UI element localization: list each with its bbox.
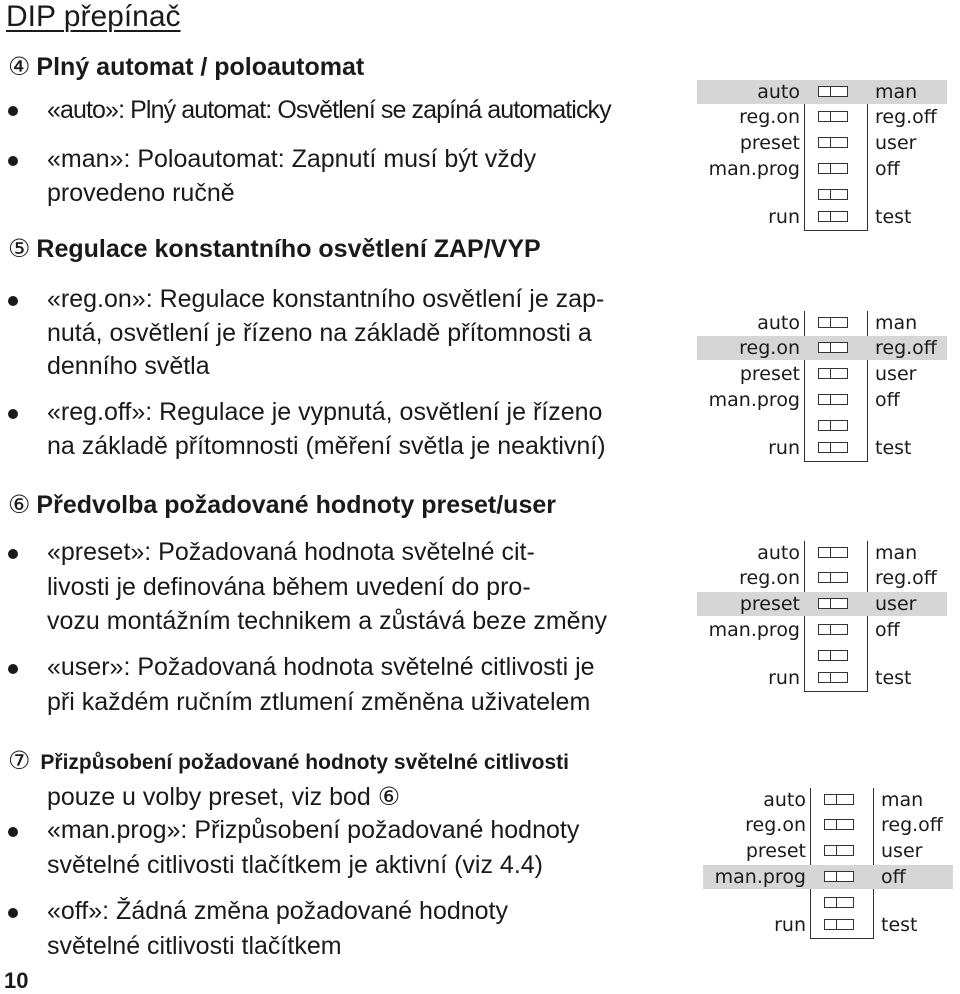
dip-switch-toggle [818,342,848,353]
section-5-line-4: «reg.off»: Regulace je vypnutá, osvětlení je řízeno [47,398,603,426]
dip-switch-row [697,80,947,104]
section-4-number: ④ [8,53,31,81]
dip-switch-knob [819,395,831,404]
dip-switch-row [697,644,947,668]
dip-right-label: reg.off [875,106,937,128]
dip-switch-row [703,839,953,863]
section-7-title: Přizpůsobení požadované hodnoty světelné citlivosti [40,751,570,774]
dip-right-label: man [881,789,924,811]
dip-switch-row [697,541,947,565]
dip-switch-row [703,788,953,812]
dip-left-label: auto [757,312,800,334]
dip-switch-knob [825,920,837,929]
dip-switch-row [703,891,953,915]
dip-switch-row [703,913,953,937]
dip-switch-toggle [824,919,854,930]
section-7-number: ⑦ [8,747,31,775]
section-4-title: Plný automat / poloautomat [36,53,365,81]
dip-left-label: preset [739,363,800,385]
dip-left-label: preset [745,840,806,862]
dip-switch-knob [819,573,831,582]
dip-switch-toggle [818,137,848,148]
section-5-line-3: denního světla [47,352,210,380]
dip-switch-knob [819,318,831,327]
section-6-line-2: livosti je definována během uvedení do pro- [47,573,531,601]
dip-left-label: run [768,206,800,228]
dip-switch-toggle [818,547,848,558]
dip-right-label: user [881,840,923,862]
section-5-heading [8,234,541,264]
dip-switch-toggle [818,211,848,222]
dip-switch-knob [825,820,837,829]
section-5-number: ⑤ [8,235,31,263]
dip-left-label: man.prog [714,866,806,888]
dip-right-label: off [881,866,906,888]
dip-switch-knob [819,87,831,96]
dip-right-label: reg.off [875,567,937,589]
section-5-title: Regulace konstantního osvětlení ZAP/VYP [36,235,541,263]
dip-switch-knob [819,112,831,121]
dip-switch-knob [825,872,837,881]
dip-switch-toggle [818,86,848,97]
dip-switch-row [697,131,947,155]
dip-switch-knob [819,138,831,147]
dip-right-label: off [875,389,900,411]
dip-right-label: off [875,619,900,641]
dip-switch-knob [825,795,837,804]
section-7-line-2: «man.prog»: Přizpůsobení požadované hodnoty [47,816,580,844]
section-7-line-1: pouze u volby preset, viz bod ⑥ [47,783,401,811]
dip-switch-toggle [818,420,848,431]
dip-switch-row [697,388,947,412]
dip-switch-knob [819,421,831,430]
dip-switch-knob [819,625,831,634]
dip-switch-diagram-1 [697,80,947,230]
dip-switch-row [697,336,947,360]
dip-switch-knob [819,190,831,199]
dip-switch-knob [819,343,831,352]
bullet-icon [8,409,18,419]
dip-switch-toggle [818,624,848,635]
dip-right-label: reg.off [881,814,943,836]
page-number: 10 [4,968,29,993]
dip-switch-toggle [818,598,848,609]
dip-right-label: user [875,593,917,615]
dip-switch-row [697,666,947,690]
dip-switch-knob [819,212,831,221]
dip-right-label: user [875,132,917,154]
dip-switch-knob [819,673,831,682]
dip-switch-knob [819,548,831,557]
section-4-line-2: «man»: Poloautomat: Zapnutí musí být vždy [47,145,537,173]
dip-switch-toggle [818,317,848,328]
dip-left-label: preset [739,593,800,615]
dip-left-label: run [774,914,806,936]
dip-switch-knob [825,898,837,907]
dip-switch-toggle [818,189,848,200]
section-6-number: ⑥ [8,491,31,519]
bullet-icon [8,106,18,116]
dip-left-label: preset [739,132,800,154]
dip-switch-toggle [818,650,848,661]
bullet-icon [8,549,18,559]
dip-right-label: man [875,81,918,103]
dip-switch-toggle [818,442,848,453]
dip-switch-toggle [818,672,848,683]
dip-switch-row [697,311,947,335]
dip-left-label: man.prog [708,619,800,641]
section-6-title: Předvolba požadované hodnoty preset/user [36,491,556,519]
dip-right-label: off [875,158,900,180]
dip-switch-diagram-4 [703,788,953,938]
section-4-heading [8,52,364,82]
dip-switch-toggle [818,111,848,122]
section-6-line-1: «preset»: Požadovaná hodnota světelné cit- [47,538,535,566]
dip-switch-row [697,362,947,386]
dip-left-label: run [768,437,800,459]
section-7-line-5: světelné citlivosti tlačítkem [47,932,342,960]
dip-left-label: reg.on [739,106,800,128]
dip-switch-row [697,183,947,207]
dip-switch-row [697,618,947,642]
dip-switch-knob [819,443,831,452]
dip-switch-toggle [824,871,854,882]
dip-switch-toggle [818,572,848,583]
bullet-icon [8,296,18,306]
dip-left-label: reg.on [739,337,800,359]
dip-switch-row [697,205,947,229]
bullet-icon [8,156,18,166]
dip-left-label: reg.on [739,567,800,589]
section-7-line-4: «off»: Žádná změna požadované hodnoty [47,897,508,925]
section-6-line-5: při každém ručním ztlumení změněna uživatelem [47,688,591,716]
dip-switch-diagram-2 [697,311,947,461]
dip-switch-row [697,592,947,616]
dip-switch-knob [819,651,831,660]
section-6-line-4: «user»: Požadovaná hodnota světelné citlivosti je [47,653,595,681]
dip-switch-row [703,813,953,837]
dip-switch-toggle [824,794,854,805]
dip-switch-knob [819,164,831,173]
dip-right-label: man [875,312,918,334]
dip-switch-toggle [818,394,848,405]
dip-left-label: man.prog [708,158,800,180]
dip-left-label: auto [757,81,800,103]
dip-left-label: auto [763,789,806,811]
dip-switch-knob [819,599,831,608]
section-5-line-5: na základě přítomnosti (měření světla je neaktivní) [47,432,606,460]
dip-right-label: test [881,914,918,936]
dip-switch-row [697,157,947,181]
dip-switch-row [703,865,953,889]
section-6-heading [8,490,556,520]
dip-switch-row [697,436,947,460]
dip-switch-toggle [824,845,854,856]
dip-right-label: reg.off [875,337,937,359]
dip-left-label: man.prog [708,389,800,411]
dip-switch-knob [825,846,837,855]
section-4-line-3: provedeno ručně [47,179,235,207]
bullet-icon [8,664,18,674]
dip-right-label: test [875,667,912,689]
dip-switch-knob [819,369,831,378]
dip-right-label: user [875,363,917,385]
dip-switch-diagram-3 [697,541,947,691]
bullet-icon [8,908,18,918]
dip-left-label: auto [757,542,800,564]
dip-right-label: man [875,542,918,564]
dip-right-label: test [875,437,912,459]
dip-right-label: test [875,206,912,228]
section-7-line-3: světelné citlivosti tlačítkem je aktivní (viz 4.4) [47,851,543,879]
dip-switch-toggle [818,163,848,174]
section-7-heading [8,746,569,776]
dip-switch-toggle [824,819,854,830]
section-6-line-3: vozu montážním technikem a zůstává beze změny [47,607,607,635]
dip-switch-row [697,566,947,590]
dip-switch-row [697,414,947,438]
dip-switch-toggle [824,897,854,908]
section-5-line-2: nutá, osvětlení je řízeno na základě přítomnosti a [47,319,592,347]
page-title: DIP přepínač [6,0,181,33]
section-5-line-1: «reg.on»: Regulace konstantního osvětlení je zap- [47,285,605,313]
section-4-line-1: «auto»: Plný automat: Osvětlení se zapíná automaticky [47,96,611,124]
dip-left-label: run [768,667,800,689]
dip-switch-toggle [818,368,848,379]
bullet-icon [8,827,18,837]
dip-switch-row [697,105,947,129]
dip-left-label: reg.on [745,814,806,836]
